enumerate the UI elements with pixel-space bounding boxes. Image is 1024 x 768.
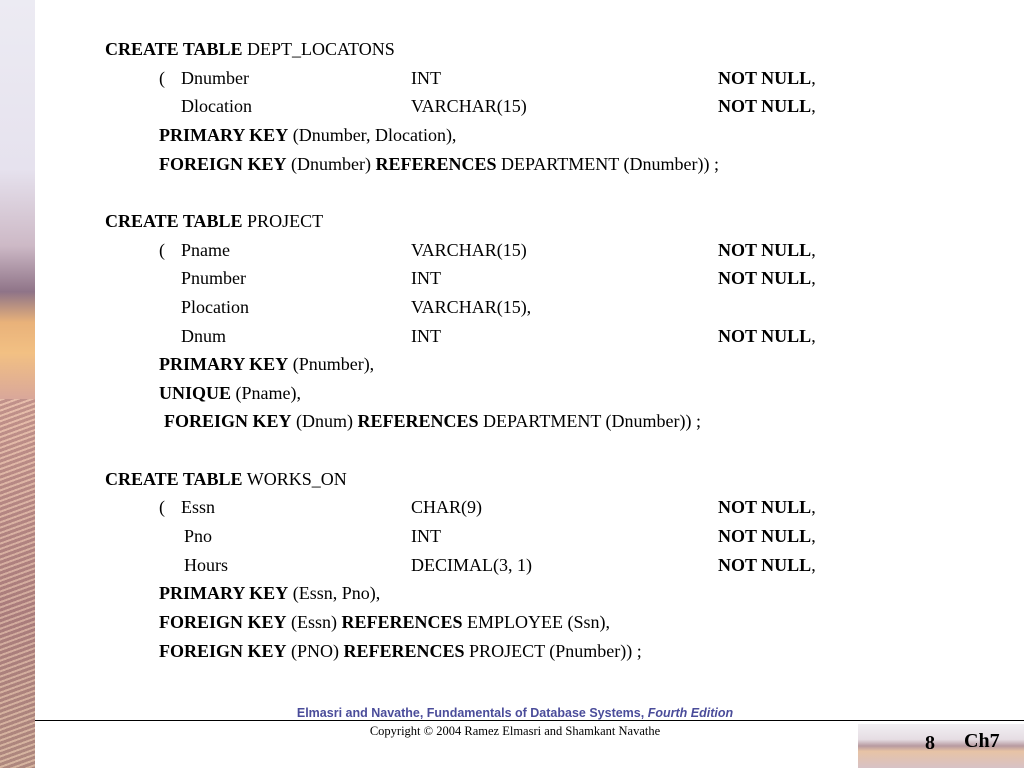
sql-keyword: PRIMARY KEY (159, 124, 289, 145)
column-constraint (718, 267, 816, 289)
sql-text: PROJECT (242, 210, 324, 231)
column-type: VARCHAR(15) (411, 96, 527, 117)
column-constraint (718, 554, 816, 576)
column-type: INT (411, 325, 441, 346)
column-constraint (718, 496, 816, 518)
column-type: DECIMAL(3, 1) (411, 554, 532, 575)
sql-text: (Essn) (286, 612, 342, 632)
edition-label: Fourth Edition (647, 706, 734, 720)
sql-keyword: REFERENCES (375, 153, 497, 174)
sql-text: EMPLOYEE (Ssn), (462, 612, 611, 632)
column-name: Dlocation (181, 96, 252, 117)
sql-statement-line (159, 640, 642, 662)
decorative-sand-strip (0, 0, 35, 768)
book-title: Elmasri and Navathe, Fundamentals of Database Systems, (296, 706, 645, 720)
not-null-keyword: NOT NULL (718, 325, 812, 346)
column-constraint (718, 67, 816, 89)
sql-keyword: REFERENCES (343, 640, 465, 661)
column-type: VARCHAR(15), (411, 296, 532, 317)
footer-divider (35, 720, 1024, 721)
sql-text: (Pname), (231, 382, 301, 403)
sql-keyword: UNIQUE (159, 382, 232, 403)
comma: , (811, 67, 816, 88)
column-constraint (718, 239, 816, 261)
column-name: Essn (181, 497, 216, 518)
sql-text: WORKS_ON (242, 468, 347, 489)
comma: , (811, 554, 816, 575)
sql-keyword: FOREIGN KEY (159, 640, 287, 661)
column-name: Hours (184, 554, 228, 575)
not-null-keyword: NOT NULL (718, 526, 812, 547)
not-null-keyword: NOT NULL (718, 554, 812, 575)
page-number: 8 (925, 732, 935, 754)
column-type: INT (411, 526, 441, 547)
not-null-keyword: NOT NULL (718, 239, 812, 260)
sql-text: DEPT_LOCATONS (242, 39, 395, 59)
column-constraint (718, 325, 816, 347)
column-type: INT (411, 67, 441, 88)
sql-keyword: FOREIGN KEY (164, 411, 292, 432)
sql-text: (Dnum) (291, 411, 358, 432)
column-name: Dnumber (181, 67, 249, 88)
sql-text: (PNO) (286, 640, 344, 661)
sql-statement-line (159, 353, 374, 375)
sql-text: DEPARTMENT (Dnumber)) ; (496, 153, 719, 174)
open-paren: ( (159, 67, 165, 88)
sql-statement-line (105, 468, 347, 490)
sql-keyword: FOREIGN KEY (159, 612, 287, 632)
comma: , (811, 239, 816, 260)
comma: , (811, 96, 816, 117)
column-name: Dnum (181, 325, 226, 346)
column-type: CHAR(9) (411, 497, 482, 518)
sql-statement-line (159, 382, 301, 404)
open-paren: ( (159, 239, 165, 260)
comma: , (811, 325, 816, 346)
copyright-text: Copyright © 2004 Ramez Elmasri and Shamkant Navathe (369, 724, 661, 738)
sql-text: PROJECT (Pnumber)) ; (464, 640, 642, 661)
sql-text: (Dnumber, Dlocation), (288, 124, 457, 145)
sql-statement-line (164, 410, 701, 432)
sql-keyword: FOREIGN KEY (159, 153, 287, 174)
sql-text: DEPARTMENT (Dnumber)) ; (478, 411, 701, 432)
column-constraint (718, 525, 816, 547)
sql-keyword: PRIMARY KEY (159, 354, 289, 375)
sql-text: (Pnumber), (288, 354, 375, 375)
not-null-keyword: NOT NULL (718, 497, 812, 518)
not-null-keyword: NOT NULL (718, 268, 812, 289)
sql-statement-line (159, 124, 456, 146)
not-null-keyword: NOT NULL (718, 67, 812, 88)
column-constraint (718, 95, 816, 117)
sql-keyword: REFERENCES (357, 411, 479, 432)
sql-text: (Essn, Pno), (288, 583, 381, 604)
footer-book-title (0, 706, 1024, 720)
chapter-label: Ch7 (964, 730, 1000, 752)
column-name: Plocation (181, 296, 249, 317)
sql-keyword: CREATE TABLE (105, 39, 243, 59)
comma: , (811, 497, 816, 518)
sql-keyword: CREATE TABLE (105, 468, 243, 489)
column-name: Pnumber (181, 268, 246, 289)
sql-keyword: CREATE TABLE (105, 210, 243, 231)
column-type: INT (411, 268, 441, 289)
not-null-keyword: NOT NULL (718, 96, 812, 117)
column-name: Pname (181, 239, 230, 260)
sql-statement-line (159, 582, 380, 604)
sql-text: (Dnumber) (286, 153, 376, 174)
comma: , (811, 268, 816, 289)
sql-statement-line (105, 38, 395, 60)
sql-statement-line (105, 210, 323, 232)
sql-statement-line (159, 611, 610, 633)
sql-keyword: PRIMARY KEY (159, 583, 289, 604)
column-type: VARCHAR(15) (411, 239, 527, 260)
sql-statement-line (159, 153, 719, 175)
open-paren: ( (159, 497, 165, 518)
column-name: Pno (184, 526, 213, 547)
comma: , (811, 526, 816, 547)
sql-keyword: REFERENCES (341, 612, 463, 632)
